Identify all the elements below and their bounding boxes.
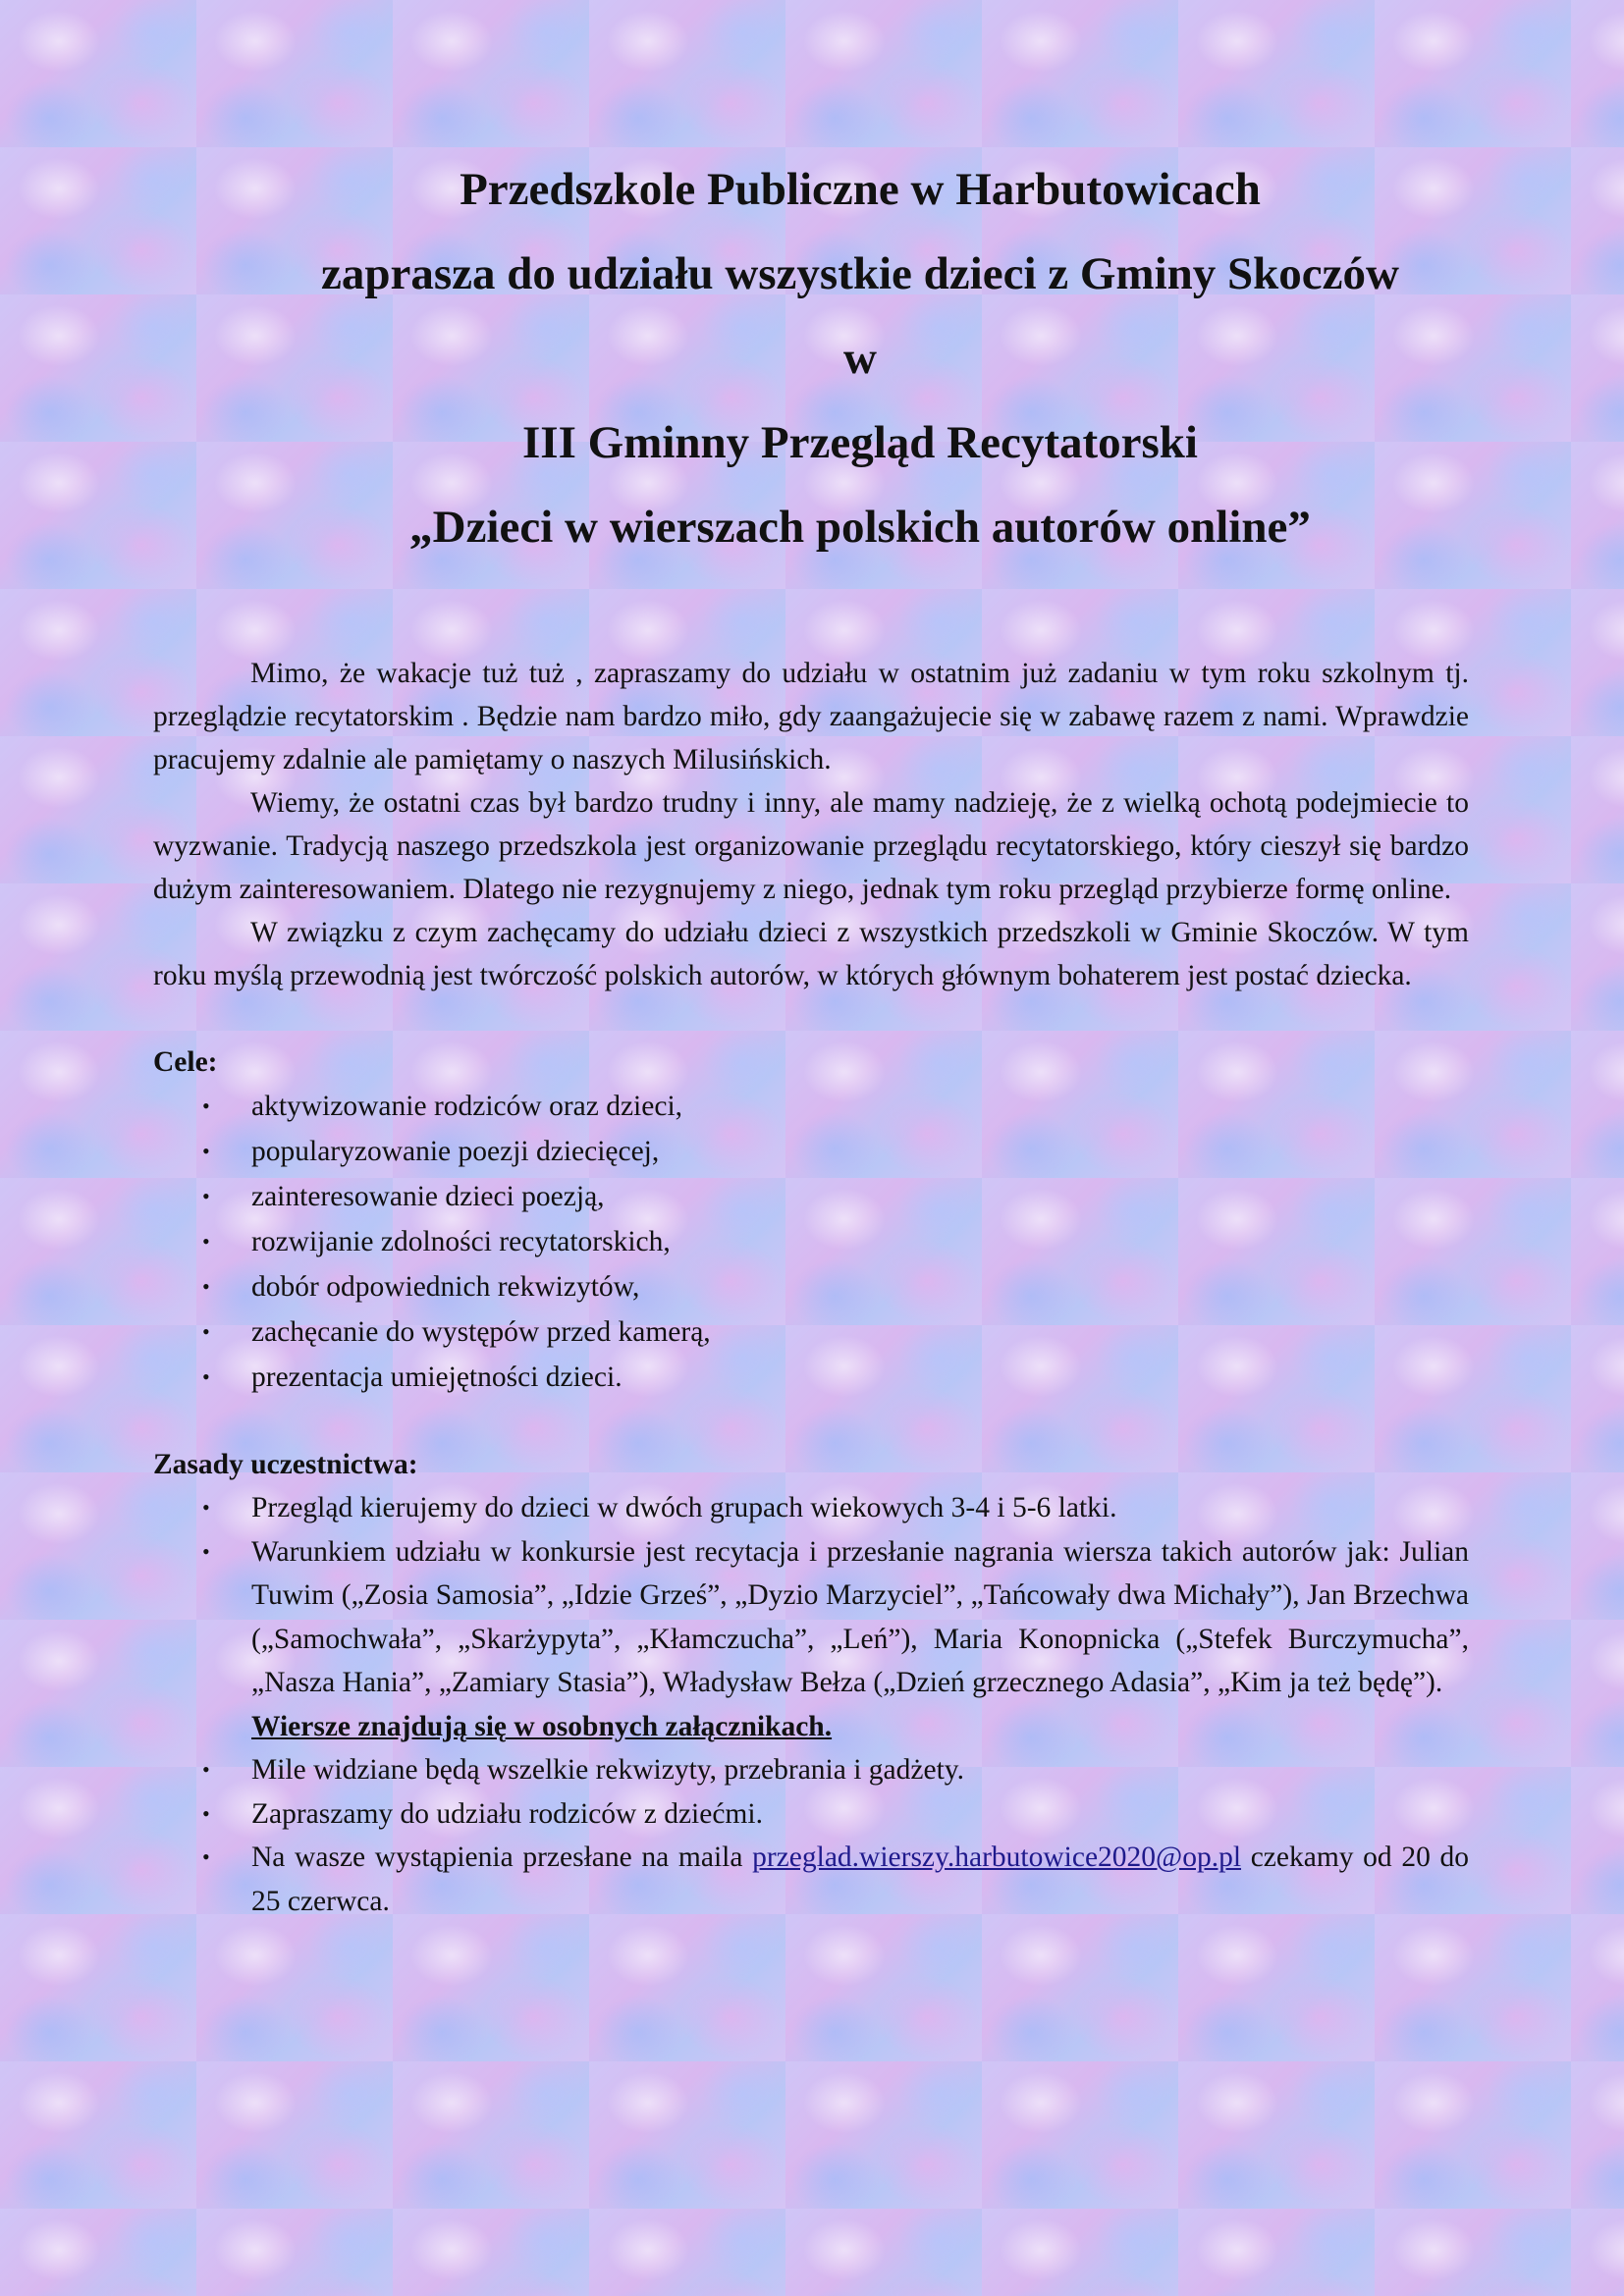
list-item — [153, 1530, 1469, 1749]
goals-heading: Cele: — [153, 1046, 218, 1078]
bullet-icon: • — [202, 1800, 210, 1826]
rule-text: Na wasze wystąpienia przesłane na maila — [251, 1842, 743, 1873]
rules-heading: Zasady uczestnictwa: — [153, 1449, 418, 1480]
intro-paragraph-3: W związku z czym zachęcamy do udziału dzieci z wszystkich przedszkoli w Gminie Skoczów. W tym roku myślą przewodnią jest twórczość polskich autorów, w których głównym bohaterem jest postać dziecka. — [153, 917, 1469, 991]
title-connector: w — [843, 333, 877, 384]
rule-text: Zapraszamy do udziału rodziców z dziećmi. — [251, 1797, 763, 1830]
goal-text: zainteresowanie dzieci poezją, — [251, 1181, 605, 1212]
goal-text: rozwijanie zdolności recytatorskich, — [251, 1226, 671, 1257]
email-link[interactable]: przeglad.wierszy.harbutowice2020@op.pl — [752, 1842, 1242, 1873]
attachments-note: Wiersze znajdują się w osobnych załącznikach. — [251, 1710, 833, 1742]
bullet-icon: • — [202, 1094, 210, 1118]
list-item — [153, 1486, 1469, 1530]
title-kindergarten: Przedszkole Publiczne w Harbutowicach — [460, 164, 1261, 215]
content-body — [153, 652, 1469, 1923]
list-item — [153, 1084, 1469, 1129]
spacer — [153, 1400, 1469, 1443]
goal-text: dobór odpowiednich rekwizytów, — [251, 1271, 640, 1303]
rule-text: Warunkiem udziału w konkursie jest recytacja i przesłanie nagrania wiersza takich autorów jak: Julian Tuwim („Zosia Samosia”, „Idzie Grześ”, „Dyzio Marzyciel”, „Tańcowały dwa Michały”), Jan Brzechwa („Samochwała”, „Skarżypyta”, „Kłamczucha”, „Leń”), Maria Konopnicka („Stefek Burczymucha”, „Nasza Hania”, „Zamiary Stasia”), Władysław Bełza („Dzień grzecznego Adasia”, „Kim ja też będę”). — [251, 1535, 1469, 1698]
list-item — [153, 1748, 1469, 1792]
rules-list — [153, 1486, 1469, 1923]
list-item — [153, 1174, 1469, 1219]
bullet-icon: • — [202, 1844, 210, 1869]
list-item — [153, 1309, 1469, 1355]
list-item — [153, 1219, 1469, 1264]
bullet-icon: • — [202, 1364, 210, 1389]
list-item — [153, 1792, 1469, 1837]
bullet-icon: • — [202, 1757, 210, 1782]
intro-paragraph-2: Wiemy, że ostatni czas był bardzo trudny i inny, ale mamy nadzieję, że z wielką ochotą podejmiecie to wyzwanie. Tradycją naszego przedszkola jest organizowanie przeglądu recytatorskiego, który cieszył się bardzo dużym zainteresowaniem. Dlatego nie rezygnujemy z niego, jednak tym roku przegląd przybierze formę online. — [153, 787, 1469, 905]
bullet-icon: • — [202, 1229, 210, 1254]
title-invitation: zaprasza do udziału wszystkie dzieci z Gminy Skoczów — [321, 248, 1399, 299]
bullet-icon: • — [202, 1184, 210, 1208]
list-item — [153, 1836, 1469, 1923]
title-event: III Gminny Przegląd Recytatorski — [522, 417, 1198, 468]
list-item — [153, 1355, 1469, 1400]
rule-text-dates: czekamy od 20 do 25 czerwca. — [251, 1842, 1470, 1917]
header-block — [153, 147, 1567, 569]
list-item — [153, 1264, 1469, 1309]
goal-text: popularyzowanie poezji dziecięcej, — [251, 1136, 660, 1167]
list-item — [153, 1129, 1469, 1174]
bullet-icon: • — [202, 1319, 210, 1344]
rule-text: Mile widziane będą wszelkie rekwizyty, przebrania i gadżety. — [251, 1754, 964, 1786]
goal-text: aktywizowanie rodziców oraz dzieci, — [251, 1091, 683, 1122]
bullet-icon: • — [202, 1139, 210, 1163]
bullet-icon: • — [202, 1538, 210, 1564]
title-theme: „Dzieci w wierszach polskich autorów online” — [409, 502, 1311, 553]
goals-list — [153, 1084, 1469, 1400]
spacer — [153, 997, 1469, 1041]
intro-paragraph-1: Mimo, że wakacje tuż tuż , zapraszamy do udziału w ostatnim już zadaniu w tym roku szkolnym tj. przeglądzie recytatorskim . Będzie nam bardzo miło, gdy zaangażujecie się w zabawę razem z nami. Wprawdzie pracujemy zdalnie ale pamiętamy o naszych Milusińskich. — [153, 658, 1469, 775]
bullet-icon: • — [202, 1495, 210, 1520]
goal-text: zachęcanie do występów przed kamerą, — [251, 1316, 711, 1348]
bullet-icon: • — [202, 1274, 210, 1299]
rule-text: Przegląd kierujemy do dzieci w dwóch grupach wiekowych 3-4 i 5-6 latki. — [251, 1492, 1117, 1523]
goal-text: prezentacja umiejętności dzieci. — [251, 1362, 623, 1393]
